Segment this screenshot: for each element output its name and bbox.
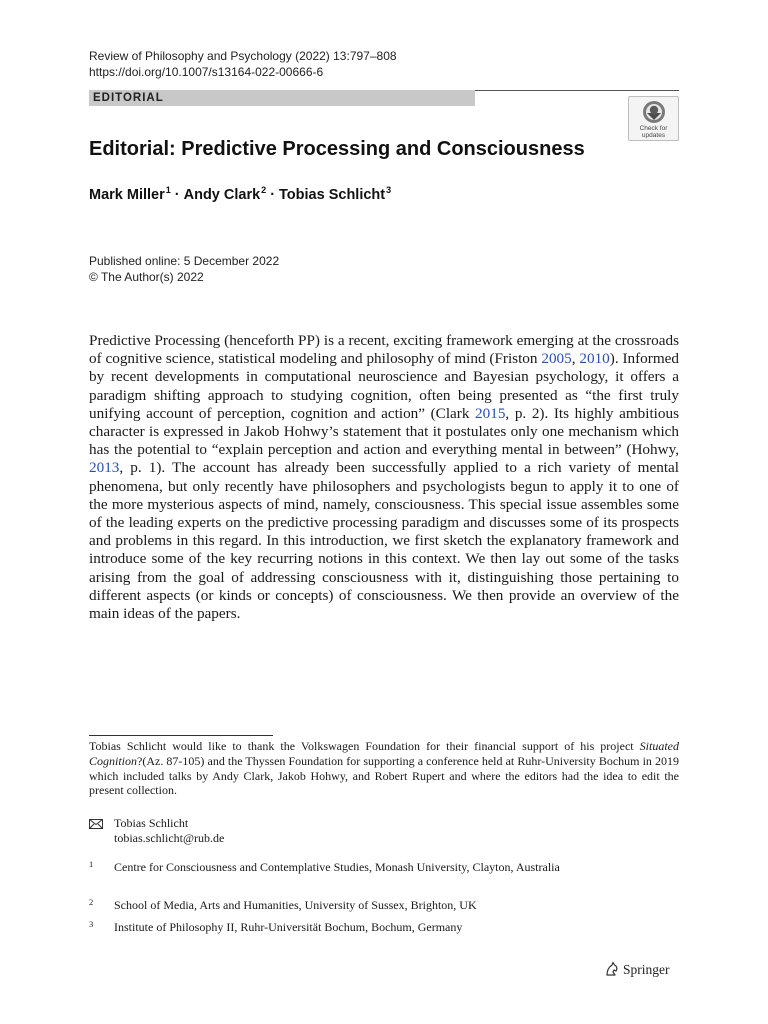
affiliation <box>89 920 584 935</box>
article-title: Editorial: Predictive Processing and Consciousness <box>89 138 585 160</box>
doi-link[interactable]: https://doi.org/10.1007/s13164-022-00666-6 <box>89 64 324 79</box>
citation-link[interactable]: 2005 <box>541 350 572 368</box>
citation-link[interactable]: 2013 <box>89 459 120 477</box>
body-text-segment: , <box>571 350 580 368</box>
citation-link[interactable]: 2010 <box>579 350 610 368</box>
citation-link[interactable]: 2015 <box>475 404 506 422</box>
springer-horse-icon <box>604 961 620 977</box>
body-text-segment: Predictive Processing (henceforth PP) is a recent, exciting framework emerging at the crossroads of cognitive science, statistical modeling and philosophy of mind (Friston <box>89 332 679 368</box>
badge-line2: updates <box>641 132 666 139</box>
publication-info <box>89 254 279 285</box>
journal-citation: Review of Philosophy and Psychology (2022) 13:797–808 <box>89 49 397 63</box>
check-for-updates-badge[interactable] <box>628 96 679 141</box>
footnote-divider <box>89 735 273 736</box>
badge-line1: Check for <box>639 125 668 132</box>
correspondence-block <box>89 816 224 846</box>
affiliation-text: Institute of Philosophy II, Ruhr-Universität Bochum, Bochum, Germany <box>114 920 463 934</box>
section-label: EDITORIAL <box>89 90 475 106</box>
body-text-segment: , p. 1). The account has already been successfully applied to a rich variety of mental phenomena, but only recently have philosophers and psychologists begun to apply it to one of the more mysterious aspects of mind, namely, consciousness. This special issue assembles some of the leading experts on the predictive processing paradigm and discusses some of its prospects and problems in this regard. In this introduction, we first sketch the explanatory framework and introduce some of the key recurring notions in this context. We then lay out some of the tasks arising from the goal of addressing consciousness with it, distinguishing those pertaining to different aspects (or kinds or concepts) of consciousness. We then provide an overview of the main ideas of the papers. <box>89 459 679 623</box>
corresponding-email[interactable]: tobias.schlicht@rub.de <box>114 830 225 845</box>
body-text-segment: , p. 2). Its highly ambitious character is expressed in Jakob Hohwy’s statement that it postulates only one mechanism which has the potential to “explain perception and action and everything mental in between” (Hohwy, <box>89 404 679 459</box>
footnote-text: Tobias Schlicht would like to thank the Volkswagen Foundation for their financial support of his project <box>89 739 640 753</box>
author-affiliation-ref[interactable]: 2 <box>261 185 267 195</box>
affiliation-text: Centre for Consciousness and Contemplative Studies, Monash University, Clayton, Australia <box>114 860 560 874</box>
affiliation-number: 3 <box>89 919 94 929</box>
author-name[interactable]: Tobias Schlicht <box>279 187 386 203</box>
body-text-segment: ). Informed by recent developments in computational neuroscience and Bayesian psychology, it offers a paradigm shifting approach to studying cognition, often being presented as “the first truly unifying account of perception, cognition and action” (Clark <box>89 350 679 422</box>
publisher-name: Springer <box>623 962 670 977</box>
journal-header <box>89 49 397 80</box>
author-list <box>89 185 391 203</box>
footnote-project-name: Situated Cognition <box>89 739 679 768</box>
affiliation <box>89 860 584 875</box>
author-name[interactable]: Andy Clark <box>183 187 261 203</box>
affiliation <box>89 898 584 913</box>
copyright: © The Author(s) 2022 <box>89 269 204 284</box>
corresponding-author: Tobias Schlicht <box>114 816 189 830</box>
affiliation-number: 1 <box>89 859 94 869</box>
check-updates-icon <box>642 100 666 124</box>
affiliation-number: 2 <box>89 897 94 907</box>
author-affiliation-ref[interactable]: 1 <box>165 185 171 195</box>
envelope-icon <box>89 819 103 829</box>
author-affiliation-ref[interactable]: 3 <box>386 185 392 195</box>
author-name[interactable]: Mark Miller <box>89 187 165 203</box>
body-paragraph <box>89 332 679 623</box>
publisher-logo <box>604 961 670 978</box>
author-separator: · <box>174 187 180 203</box>
footnote-text: ?(Az. 87-105) and the Thyssen Foundation for supporting a conference held at Ruhr-University Bochum in 2019 which included talks by Andy Clark, Jakob Hohwy, and Robert Rupert and where the editors had the idea to edit the present collection. <box>89 753 679 798</box>
header-divider <box>475 90 679 91</box>
footnote <box>89 739 679 798</box>
affiliation-text: School of Media, Arts and Humanities, University of Sussex, Brighton, UK <box>114 898 477 912</box>
author-separator: · <box>270 187 276 203</box>
published-date: Published online: 5 December 2022 <box>89 254 280 268</box>
